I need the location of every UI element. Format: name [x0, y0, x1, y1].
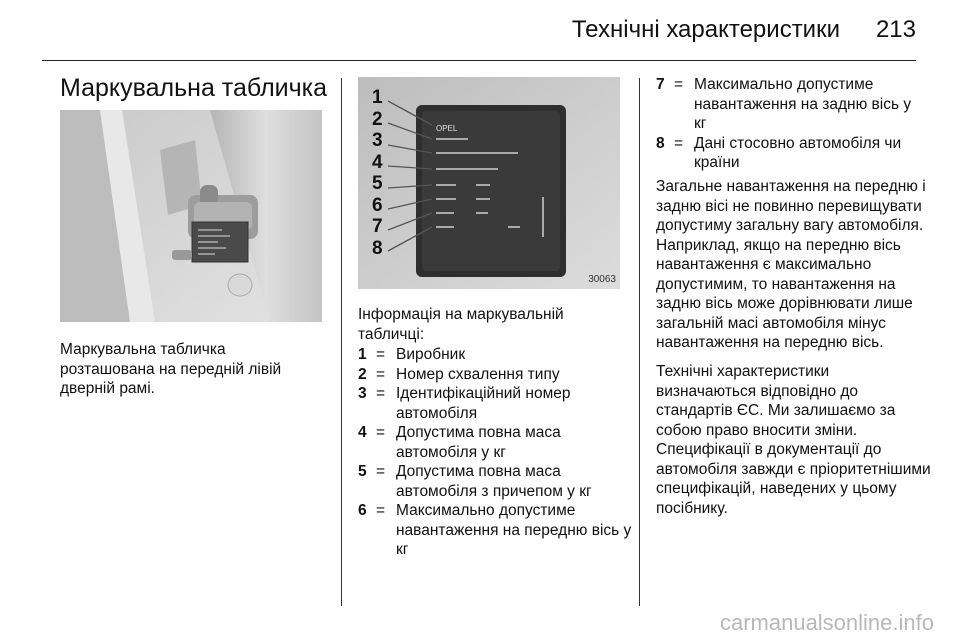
column-divider: [639, 78, 640, 606]
item-text: Дані стосовно автомобіля чи країни: [694, 134, 902, 171]
specifications-paragraph: Технічні характеристики визначаються відповідно до стандартів ЄС. Ми залишаємо за собою право вносити зміни. Специфікації в документації до автомобіля завжди є пріоритетнішими специфікацій, наведених у цьому посібнику.: [656, 363, 931, 517]
item-equals: =: [376, 346, 386, 363]
column-divider: [341, 78, 342, 606]
axle-load-paragraph: Загальне навантаження на передню і задню вісі не повинно перевищувати допустиму загальну вагу автомобіля. Наприклад, якщо на передню вісь навантаження є максимально допустимим, то навантаження на задню вісь може дорівнювати лише загальній масі автомобіля мінус навантаження на передню вісь.: [656, 178, 926, 351]
watermark: carmanualsonline.info: [719, 610, 934, 635]
plate-location-caption: Маркувальна табличка розташована на передній лівій дверній рамі.: [60, 341, 282, 397]
callout-number: 6: [372, 194, 383, 216]
list-item: [358, 384, 633, 423]
plate-brand: OPEL: [436, 124, 458, 133]
door-frame-illustration: [60, 110, 322, 322]
item-text: Виробник: [396, 346, 466, 363]
item-equals: =: [376, 385, 386, 402]
page-header: [0, 0, 960, 62]
item-number: 3: [358, 385, 367, 402]
list-item: [358, 501, 633, 560]
item-text: Максимально допустиме навантаження на передню вісь у кг: [396, 502, 632, 558]
item-number: 8: [656, 134, 665, 152]
list-item: [656, 75, 926, 134]
callout-number: 5: [372, 173, 383, 194]
callout-number: 7: [372, 216, 383, 237]
item-equals: =: [674, 134, 684, 152]
section-heading: Маркувальна табличка: [60, 74, 328, 102]
item-text: Максимально допустиме навантаження на задню вісь у кг: [694, 76, 912, 132]
callout-number: 2: [372, 108, 383, 130]
identification-plate-photo: [358, 77, 620, 289]
door-frame-photo: [60, 110, 322, 322]
item-equals: =: [376, 502, 386, 519]
plate-info-intro: Інформація на маркувальній табличці:: [358, 306, 564, 343]
callout-number: 4: [372, 151, 383, 173]
item-number: 6: [358, 502, 367, 519]
plate-fields-list: [358, 345, 633, 560]
plate-fields-list-continued: [656, 75, 926, 173]
header-rule: [42, 60, 916, 61]
item-text: Допустима повна маса автомобіля у кг: [396, 424, 561, 461]
callout-number: 3: [372, 130, 383, 151]
item-number: 5: [358, 463, 367, 480]
plate-callouts: [372, 87, 402, 259]
item-number: 7: [656, 76, 665, 93]
callout-number: 8: [372, 237, 383, 259]
item-number: 4: [358, 424, 367, 441]
item-number: 2: [358, 365, 367, 383]
callout-number: 1: [372, 87, 383, 108]
item-equals: =: [674, 76, 684, 93]
list-item: [358, 423, 633, 462]
item-equals: =: [376, 463, 386, 480]
item-equals: =: [376, 424, 386, 441]
list-item: [358, 462, 633, 501]
item-equals: =: [376, 365, 386, 383]
photo-code: 30063: [588, 274, 616, 285]
item-text: Ідентифікаційний номер автомобіля: [396, 385, 571, 422]
list-item: [358, 345, 633, 365]
item-number: 1: [358, 346, 367, 363]
page-number: 213: [875, 16, 916, 43]
header-title: Технічні характеристики: [571, 16, 840, 43]
list-item: [358, 365, 633, 385]
item-text: Номер схвалення типу: [396, 365, 560, 383]
item-text: Допустима повна маса автомобіля з причепом у кг: [396, 463, 592, 500]
list-item: [656, 134, 926, 173]
